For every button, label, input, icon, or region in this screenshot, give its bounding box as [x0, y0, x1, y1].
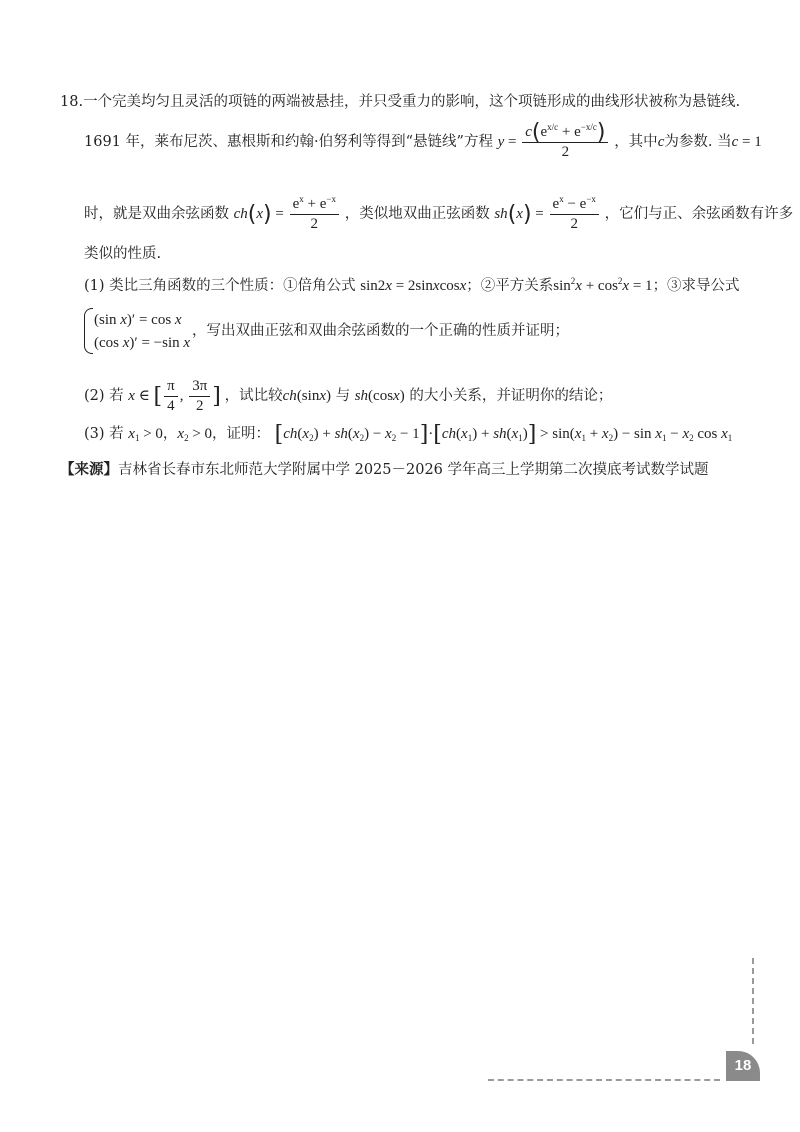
page-number: 18: [734, 1057, 752, 1074]
part2-line: (2) 若 x ∈ [ $\frac{\pi}{4}$ , $\frac{3\pi}{2}$ ] ，试比较ch(sinx) 与 sh(cosx) 的大小关系，并证明你的结论；: [84, 378, 613, 414]
history-text: 1691 年，莱布尼茨、惠根斯和约翰·伯努利等得到“悬链线”方程: [84, 133, 493, 150]
source-line: [60, 460, 709, 480]
definitions-line: 时，就是双曲余弦函数 ch(x) = $\frac{e^x + e^{-x}}{2}$ ，类似地双曲正弦函数 sh(x) = $\frac{e^x - e^{-x}}{2}$ ，它们与正、余弦函数有许多: [84, 194, 794, 232]
part3-line: (3) 若 $x_1 > 0$，$x_2 > 0$，证明： $[ch(x_2) + sh(x_2) - x_2 - 1]\cdot[ch(x_1) + sh(x_1)] > \sin(x_1 + x_2) - \sin x_1 - x_2$ $\cos x_1$: [84, 422, 733, 447]
page-border-dashed-horizontal: [488, 1079, 720, 1081]
interval-condition: x ∈ [ $\frac{\pi}{4}$ , $\frac{3\pi}{2}$ ]: [128, 378, 221, 414]
double-angle-formula: sin2x = 2sinxcosx: [360, 278, 467, 294]
problem-intro-line: [60, 92, 740, 112]
catenary-fraction: $\frac{c(e^{x/c} + e^{-x/c})}{2}$: [522, 124, 608, 161]
inequality-to-prove: $[ch(x_2) + sh(x_2) - x_2 - 1]\cdot[ch(x_1) + sh(x_1)] > \sin(x_1 + x_2) - \sin x_1 - x_2$ $\cos x_1$: [274, 422, 733, 447]
history-line: 1691 年，莱布尼茨、惠根斯和约翰·伯努利等得到“悬链线”方程 y = $\frac{c(e^{x/c} + e^{-x/c})}{2}$ ，其中c为参数. 当c = 1: [84, 120, 762, 160]
problem-number: 18.: [60, 94, 84, 110]
cosh-definition: ch(x) = $\frac{e^x + e^{-x}}{2}$: [234, 206, 345, 222]
history-end-line: 类似的性质.: [84, 246, 162, 262]
sinh-definition: sh(x) = $\frac{e^x - e^{-x}}{2}$: [494, 206, 604, 222]
source-label: 【来源】: [60, 461, 118, 478]
page-number-badge: [726, 1051, 760, 1081]
catenary-equation: y = $\frac{c(e^{x/c} + e^{-x/c})}{2}$: [498, 134, 615, 150]
part1-line: (1) 类比三角函数的三个性质：①倍角公式 sin2x = 2sinxcosx；②平方关系$\sin^2x + \cos^2x = 1$；③求导公式: [84, 276, 740, 294]
part1-task: ，写出双曲正弦和双曲余弦函数的一个正确的性质并证明；: [192, 323, 569, 339]
problem-intro: 一个完美均匀且灵活的项链的两端被悬挂，并只受重力的影响，这个项链形成的曲线形状被称为悬链线.: [83, 94, 741, 110]
page-border-dashed-vertical: [752, 958, 754, 1044]
source-text: 吉林省长春市东北师范大学附属中学 2025－2026 学年高三上学期第二次摸底考试数学试题: [118, 462, 709, 478]
pythagorean-identity: $\sin^2x + \cos^2x = 1$: [553, 276, 653, 294]
